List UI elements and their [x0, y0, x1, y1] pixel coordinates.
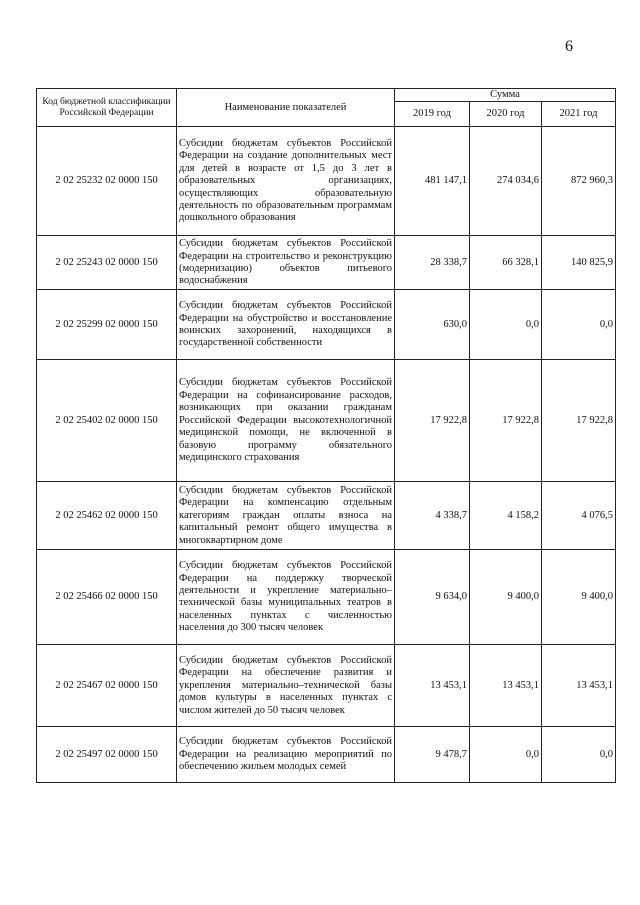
row-value-2019: 4 338,7 [395, 482, 470, 550]
row-name: Субсидии бюджетам субъектов Российской Федерации на создание дополнительных мест для детей в возрасте от 1,5 до 3 лет в образовательных организациях, осуществляющих образовательную деятельность по образовательным программам дошкольного образования [177, 127, 395, 236]
row-value-2021: 9 400,0 [542, 550, 616, 645]
row-value-2019: 630,0 [395, 290, 470, 360]
row-value-2020: 274 034,6 [470, 127, 542, 236]
row-value-2019: 9 478,7 [395, 727, 470, 783]
row-value-2019: 481 147,1 [395, 127, 470, 236]
table-row [37, 236, 616, 290]
row-code: 2 02 25462 02 0000 150 [37, 482, 177, 550]
table-row [37, 127, 616, 236]
row-value-2020: 0,0 [470, 290, 542, 360]
table-row [37, 550, 616, 645]
header-name: Наименование показателей [177, 89, 395, 127]
header-row-top [37, 89, 616, 102]
row-name: Субсидии бюджетам субъектов Российской Федерации на обеспечение развития и укрепления материально–технической базы домов культуры в населенных пунктах с числом жителей до 50 тысяч человек [177, 645, 395, 727]
row-value-2021: 0,0 [542, 727, 616, 783]
row-value-2020: 9 400,0 [470, 550, 542, 645]
row-value-2020: 13 453,1 [470, 645, 542, 727]
row-name: Субсидии бюджетам субъектов Российской Федерации на компенсацию отдельным категориям граждан оплаты взноса на капитальный ремонт общего имущества в многоквартирном доме [177, 482, 395, 550]
table-row [37, 645, 616, 727]
header-code: Код бюджетной классификации Российской Федерации [37, 89, 177, 127]
row-value-2021: 17 922,8 [542, 360, 616, 482]
row-code: 2 02 25243 02 0000 150 [37, 236, 177, 290]
row-code: 2 02 25299 02 0000 150 [37, 290, 177, 360]
table-row [37, 360, 616, 482]
row-value-2021: 13 453,1 [542, 645, 616, 727]
row-code: 2 02 25466 02 0000 150 [37, 550, 177, 645]
row-value-2021: 872 960,3 [542, 127, 616, 236]
row-value-2021: 4 076,5 [542, 482, 616, 550]
row-value-2020: 66 328,1 [470, 236, 542, 290]
row-value-2020: 0,0 [470, 727, 542, 783]
row-code: 2 02 25232 02 0000 150 [37, 127, 177, 236]
header-sum: Сумма [395, 89, 616, 102]
row-code: 2 02 25467 02 0000 150 [37, 645, 177, 727]
row-value-2019: 17 922,8 [395, 360, 470, 482]
row-value-2019: 9 634,0 [395, 550, 470, 645]
row-name: Субсидии бюджетам субъектов Российской Федерации на софинансирование расходов, возникающих при оказании гражданам Российской Федерации высокотехнологичной медицинской помощи, не включенной в базовую программу обязательного медицинского страхования [177, 360, 395, 482]
header-year-2020: 2020 год [470, 102, 542, 127]
page-number: 6 [565, 38, 573, 55]
budget-table [36, 88, 616, 783]
row-name: Субсидии бюджетам субъектов Российской Федерации на строительство и реконструкцию (модернизацию) объектов питьевого водоснабжения [177, 236, 395, 290]
row-name: Субсидии бюджетам субъектов Российской Федерации на обустройство и восстановление воинских захоронений, находящихся в государственной собственности [177, 290, 395, 360]
table-row [37, 727, 616, 783]
row-value-2019: 28 338,7 [395, 236, 470, 290]
row-code: 2 02 25497 02 0000 150 [37, 727, 177, 783]
row-value-2021: 140 825,9 [542, 236, 616, 290]
row-value-2020: 4 158,2 [470, 482, 542, 550]
row-name: Субсидии бюджетам субъектов Российской Федерации на реализацию мероприятий по обеспечению жильем молодых семей [177, 727, 395, 783]
table-row [37, 290, 616, 360]
table-row [37, 482, 616, 550]
row-value-2020: 17 922,8 [470, 360, 542, 482]
row-value-2021: 0,0 [542, 290, 616, 360]
row-name: Субсидии бюджетам субъектов Российской Федерации на поддержку творческой деятельности и укрепление материально–технической базы муниципальных театров в населенных пунктах с численностью населения до 300 тысяч человек [177, 550, 395, 645]
header-year-2019: 2019 год [395, 102, 470, 127]
header-year-2021: 2021 год [542, 102, 616, 127]
row-code: 2 02 25402 02 0000 150 [37, 360, 177, 482]
row-value-2019: 13 453,1 [395, 645, 470, 727]
